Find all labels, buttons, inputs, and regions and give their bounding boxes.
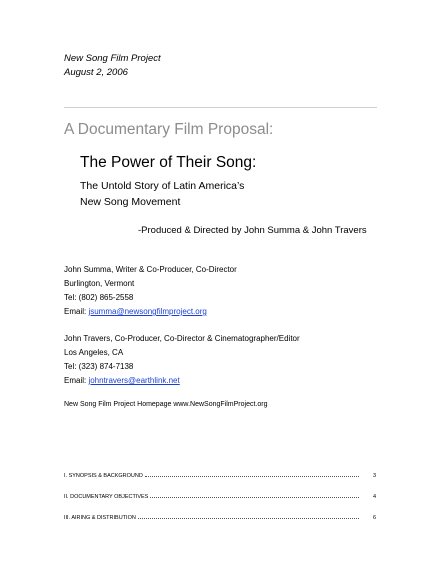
contact-1-email-link[interactable]: jsumma@newsongfilmproject.org <box>88 307 207 316</box>
contact-1-name-role: John Summa, Writer & Co-Producer, Co-Director <box>64 265 237 274</box>
contact-1-location: Burlington, Vermont <box>64 279 135 288</box>
contact-2-email-label: Email: <box>64 376 89 385</box>
toc-label: I. SYNOPSIS & BACKGROUND <box>64 473 143 479</box>
toc-page: 3 <box>372 473 376 479</box>
header-project: New Song Film Project <box>64 53 161 64</box>
contact-1-tel: Tel: (802) 865-2558 <box>64 293 134 302</box>
film-subtitle-line1: The Untold Story of Latin America’s <box>80 180 245 192</box>
homepage-line: New Song Film Project Homepage www.NewSongFilmProject.org <box>64 401 268 408</box>
contact-2-location: Los Angeles, CA <box>64 348 124 357</box>
contact-2-tel: Tel: (323) 874-7138 <box>64 362 134 371</box>
contact-2-email-link[interactable]: johntravers@earthlink.net <box>88 376 180 385</box>
toc-label: II. DOCUMENTARY OBJECTIVES <box>64 494 149 500</box>
contact-2-name-role: John Travers, Co-Producer, Co-Director & Cinematographer/Editor <box>64 334 300 343</box>
contact-1-email-label: Email: <box>64 307 89 316</box>
header-date: August 2, 2006 <box>64 67 128 78</box>
toc-entry <box>64 473 376 479</box>
toc-label: III. AIRING & DISTRIBUTION <box>64 515 136 521</box>
proposal-heading: A Documentary Film Proposal: <box>64 121 274 138</box>
toc-page: 6 <box>372 515 376 521</box>
header-divider <box>64 107 377 108</box>
toc-leader <box>138 518 359 519</box>
production-credit: -Produced & Directed by John Summa & John Travers <box>138 225 367 236</box>
film-title: The Power of Their Song: <box>80 154 257 171</box>
toc-page: 4 <box>372 494 376 500</box>
film-subtitle-line2: New Song Movement <box>80 196 181 208</box>
toc-leader <box>145 476 359 477</box>
contact-1-email-row <box>64 307 207 316</box>
toc-entry <box>64 494 376 500</box>
toc-entry <box>64 515 376 521</box>
contact-2-email-row <box>64 376 180 385</box>
toc-leader <box>150 497 359 498</box>
